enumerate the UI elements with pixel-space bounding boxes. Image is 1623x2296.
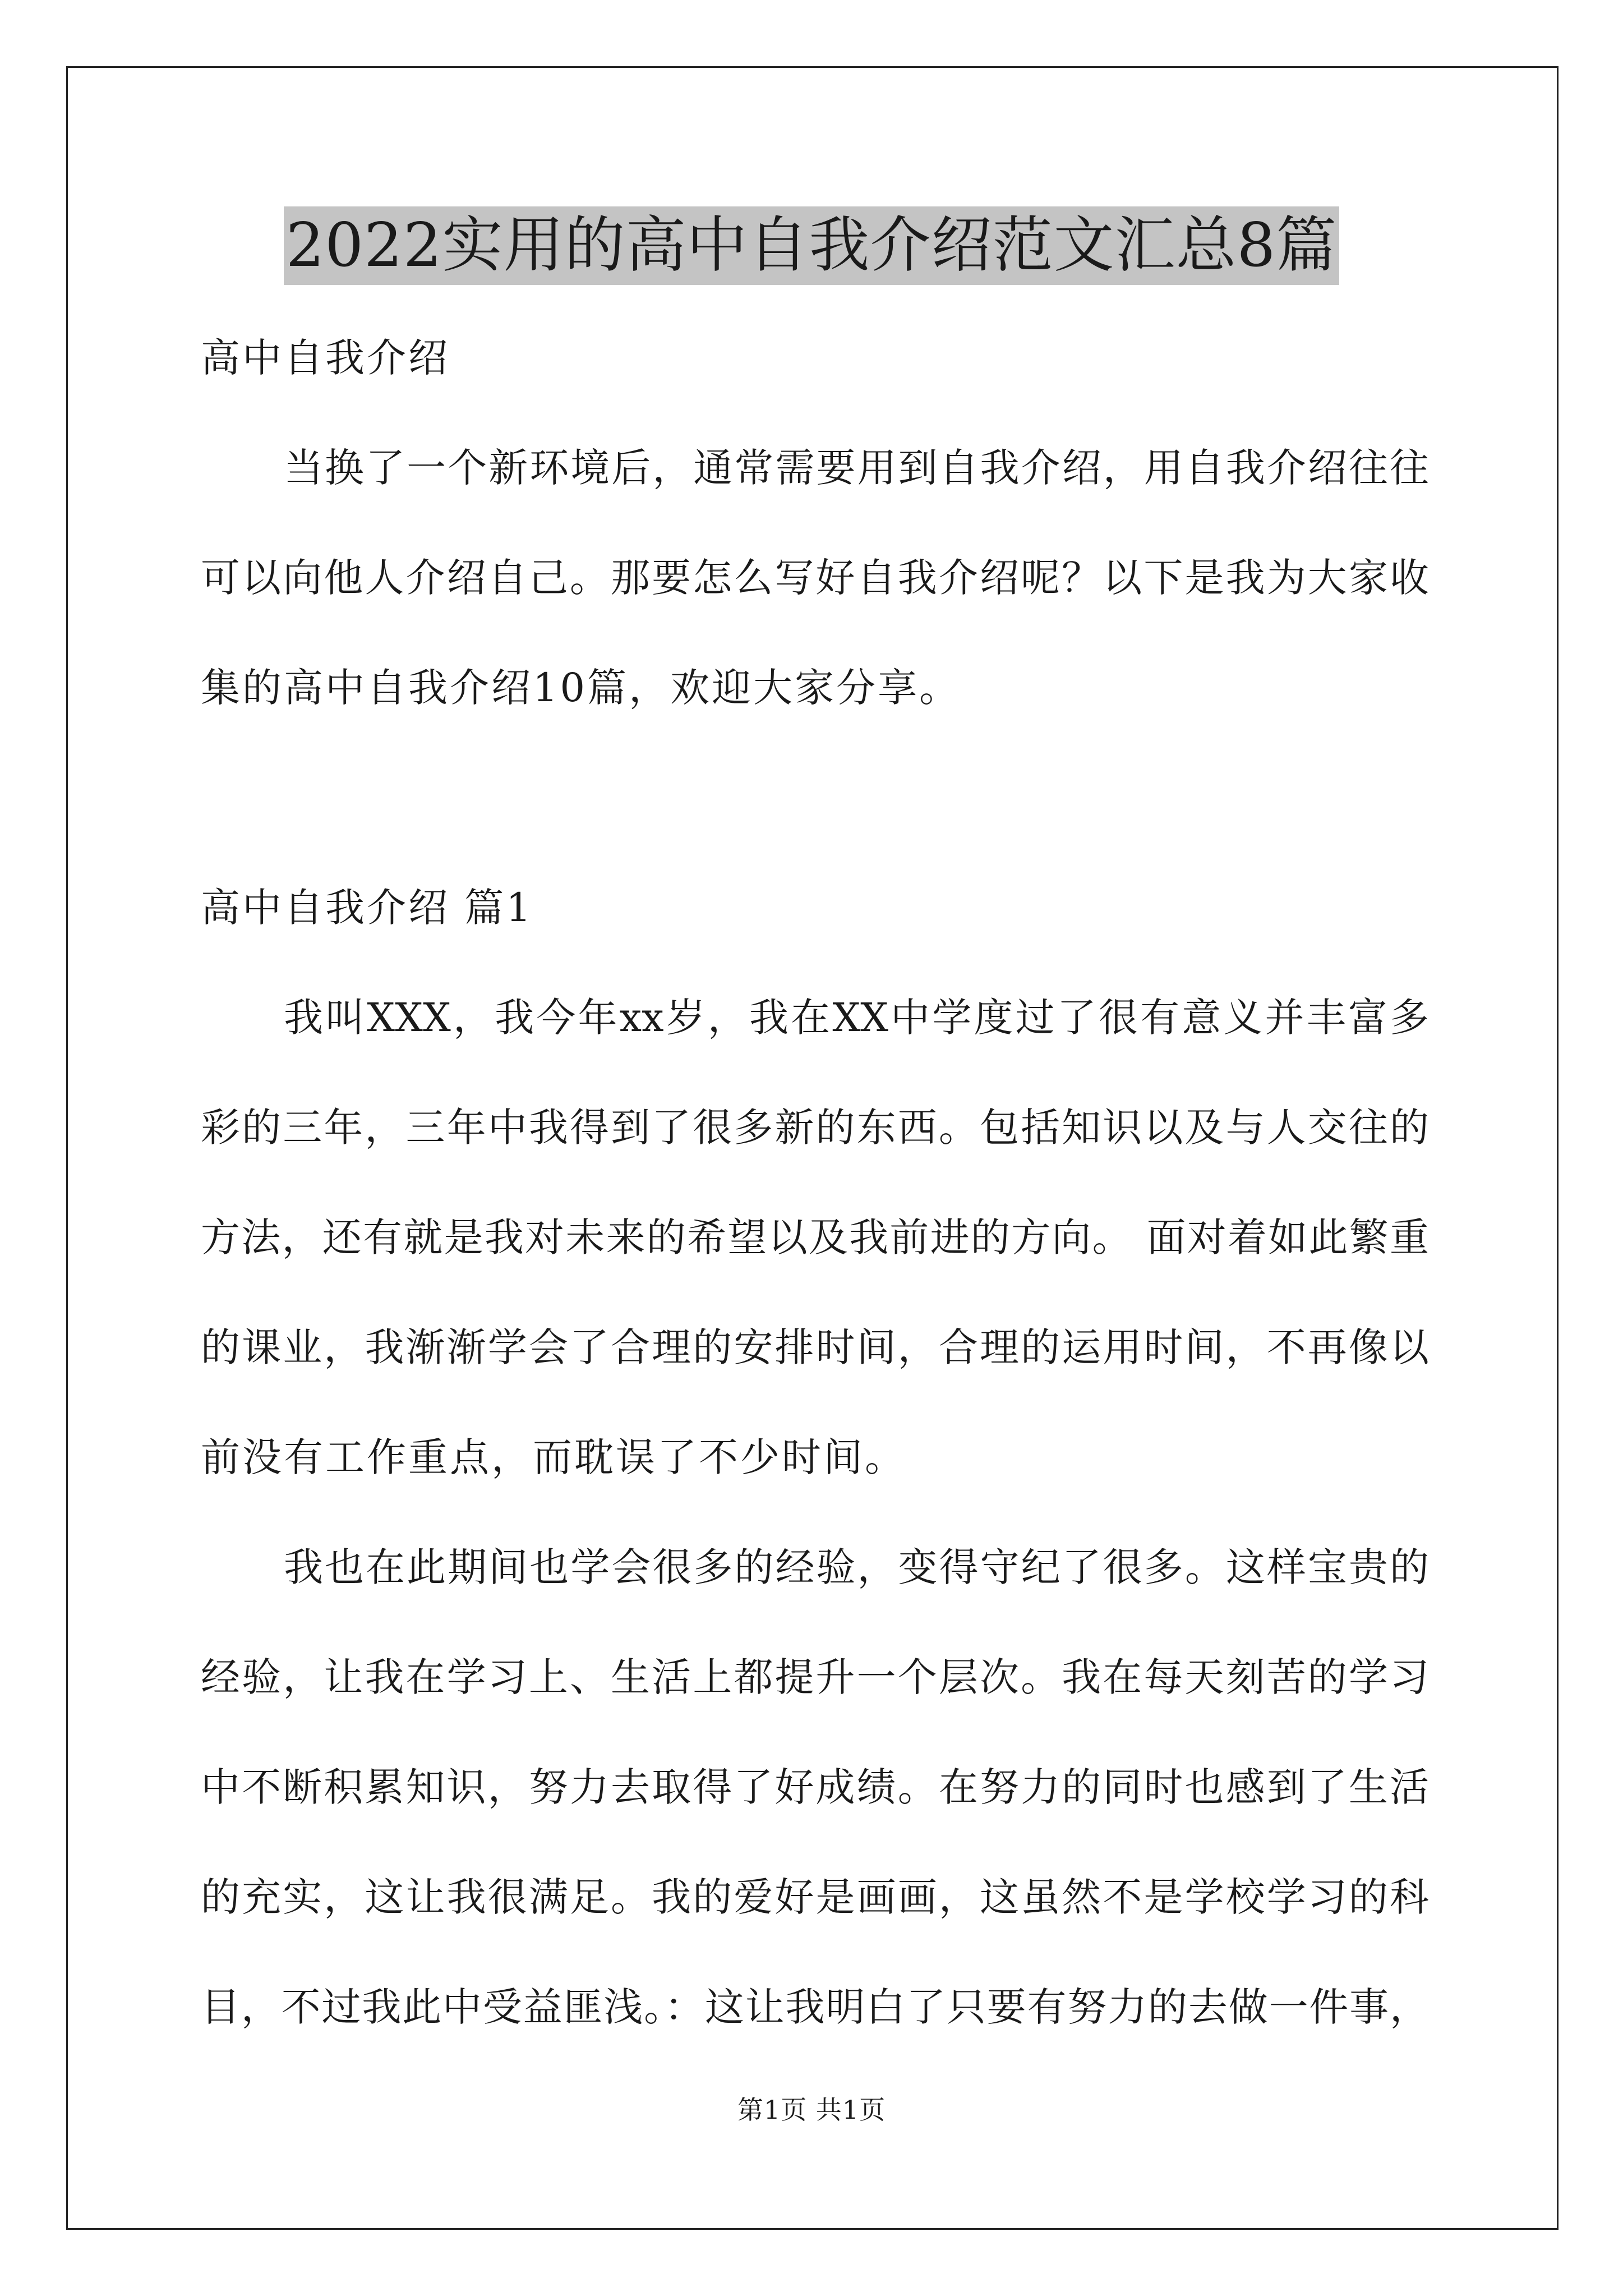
intro-line: 当换了一个新环境后，通常需要用到自我介绍，用自我介绍往往 bbox=[284, 445, 1429, 491]
para2-line: 经验，让我在学习上、生活上都提升一个层次。我在每天刻苦的学习 bbox=[201, 1654, 1429, 1700]
para2-line: 我也在此期间也学会很多的经验，变得守纪了很多。这样宝贵的 bbox=[284, 1544, 1429, 1590]
document-body bbox=[201, 303, 1429, 2062]
intro-line: 集的高中自我介绍10篇，欢迎大家分享。 bbox=[201, 665, 961, 711]
intro-line: 可以向他人介绍自己。那要怎么写好自我介绍呢？以下是我为大家收 bbox=[201, 555, 1429, 601]
para2-line: 的充实，这让我很满足。我的爱好是画画，这虽然不是学校学习的科 bbox=[201, 1874, 1429, 1920]
para1-line: 前没有工作重点，而耽误了不少时间。 bbox=[201, 1434, 906, 1480]
para1-line: 我叫XXX，我今年xx岁，我在XX中学度过了很有意义并丰富多 bbox=[284, 995, 1429, 1041]
section1-heading: 高中自我介绍 篇1 bbox=[201, 885, 533, 931]
section-spacer bbox=[201, 743, 1429, 853]
title-container bbox=[0, 206, 1623, 285]
intro-heading: 高中自我介绍 bbox=[201, 335, 450, 381]
para1-line: 方法，还有就是我对未来的希望以及我前进的方向。 面对着如此繁重 bbox=[201, 1214, 1429, 1260]
page-footer: 第1页 共1页 bbox=[737, 2095, 886, 2125]
para2-line: 目，不过我此中受益匪浅。：这让我明白了只要有努力的去做一件事， bbox=[201, 1984, 1429, 2030]
para1-line: 的课业，我渐渐学会了合理的安排时间，合理的运用时间，不再像以 bbox=[201, 1324, 1429, 1370]
para2-line: 中不断积累知识，努力去取得了好成绩。在努力的同时也感到了生活 bbox=[201, 1764, 1429, 1810]
para1-line: 彩的三年，三年中我得到了很多新的东西。包括知识以及与人交往的 bbox=[201, 1105, 1429, 1151]
document-title: 2022实用的高中自我介绍范文汇总8篇 bbox=[284, 206, 1340, 285]
